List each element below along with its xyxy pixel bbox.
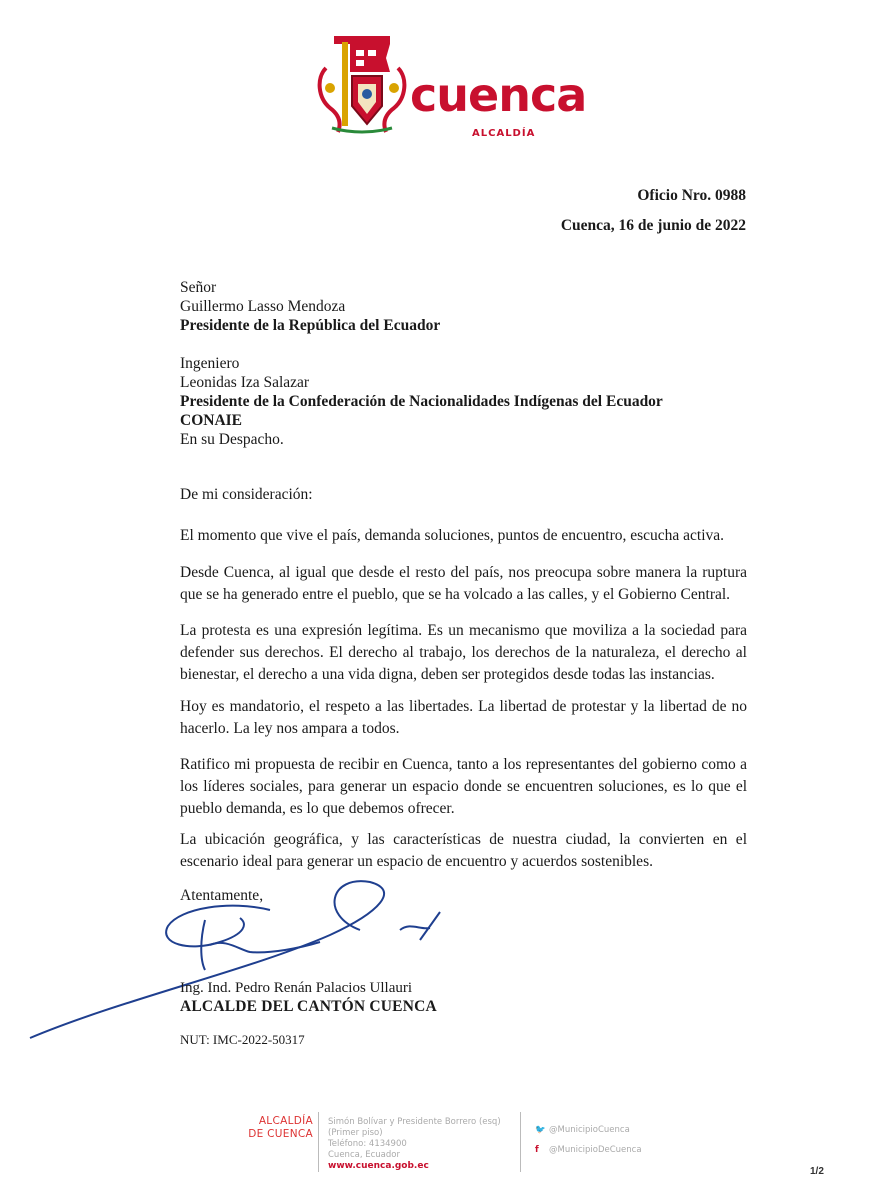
facebook-icon: f — [535, 1145, 539, 1155]
cuenca-logo — [312, 28, 592, 138]
body-paragraph-5: Ratifico mi propuesta de recibir en Cuenca, tanto a los representantes del gobierno como a los líderes sociales, para generar un espacio donde se encuentren soluciones, es lo que el pueblo demanda, es lo que debemos ofrecer. — [180, 756, 747, 817]
body-paragraph-1: El momento que vive el país, demanda soluciones, puntos de encuentro, escucha activa. — [180, 527, 725, 544]
recipient-title: Presidente de la República del Ecuador — [180, 317, 441, 334]
footer-alcaldia — [233, 1115, 313, 1141]
body-paragraph-3: La protesta es una expresión legítima. Es un mecanismo que moviliza a la sociedad para defender sus derechos. El derecho al trabajo, los derechos de la naturaleza, el derecho al bienestar, el derecho a una vida digna, deben ser protegidos desde todas las instancias. — [180, 622, 747, 683]
logo-subtitle: ALCALDÍA — [472, 128, 536, 139]
twitter-handle: @MunicipioCuenca — [549, 1125, 630, 1135]
facebook-handle: @MunicipioDeCuenca — [549, 1145, 642, 1155]
handwritten-signature — [0, 860, 500, 1060]
oficio-number: Oficio Nro. 0988 — [637, 187, 746, 204]
logo-wordmark: cuenca — [410, 68, 587, 122]
twitter-icon: 🐦 — [535, 1125, 546, 1135]
despacho-line: En su Despacho. — [180, 431, 284, 448]
footer-divider — [318, 1112, 319, 1172]
signer-name: Ing. Ind. Pedro Renán Palacios Ullauri — [180, 980, 413, 996]
footer-address — [328, 1117, 501, 1172]
address-line: (Primer piso) — [328, 1128, 383, 1138]
recipient-salutation: Ingeniero — [180, 355, 240, 372]
letter-date: Cuenca, 16 de junio de 2022 — [560, 217, 746, 234]
page-number: 1/2 — [810, 1166, 824, 1177]
closing-farewell: Atentamente, — [180, 887, 264, 904]
signer-role: ALCALDE DEL CANTÓN CUENCA — [180, 998, 437, 1015]
address-line: Teléfono: 4134900 — [328, 1139, 407, 1149]
footer-social — [535, 1120, 642, 1160]
facebook-row[interactable] — [535, 1140, 642, 1160]
body-paragraph-6: La ubicación geográfica, y las características de nuestra ciudad, la convierten en el escenario ideal para generar un espacio de encuentro y acuerdos sostenibles. — [180, 831, 747, 870]
body-paragraph-4: Hoy es mandatorio, el respeto a las libertades. La libertad de protestar y la libertad de no hacerlo. La ley nos ampara a todos. — [180, 698, 747, 737]
coat-of-arms-icon — [312, 28, 412, 138]
recipient-title: Presidente de la Confederación de Nacionalidades Indígenas del Ecuador — [180, 393, 663, 410]
recipient-block-1 — [180, 278, 440, 335]
footer-alc-line: DE CUENCA — [248, 1128, 313, 1140]
body-paragraph-2: Desde Cuenca, al igual que desde el resto del país, nos preocupa sobre manera la ruptura que se ha generado entre el pueblo, que se ha volcado a las calles, y el Gobierno Central. — [180, 564, 747, 603]
greeting: De mi consideración: — [180, 486, 313, 503]
recipient-salutation: Señor — [180, 279, 217, 296]
recipient-block-2 — [180, 354, 663, 449]
nut-code: NUT: IMC-2022-50317 — [180, 1032, 305, 1047]
address-line: Simón Bolívar y Presidente Borrero (esq) — [328, 1117, 501, 1127]
footer-divider — [520, 1112, 521, 1172]
recipient-org: CONAIE — [180, 412, 243, 429]
website-link[interactable]: www.cuenca.gob.ec — [328, 1161, 429, 1171]
twitter-row[interactable] — [535, 1120, 642, 1140]
recipient-name: Leonidas Iza Salazar — [180, 374, 310, 391]
footer-alc-line: ALCALDÍA — [258, 1115, 313, 1127]
address-line: Cuenca, Ecuador — [328, 1150, 400, 1160]
recipient-name: Guillermo Lasso Mendoza — [180, 298, 346, 315]
